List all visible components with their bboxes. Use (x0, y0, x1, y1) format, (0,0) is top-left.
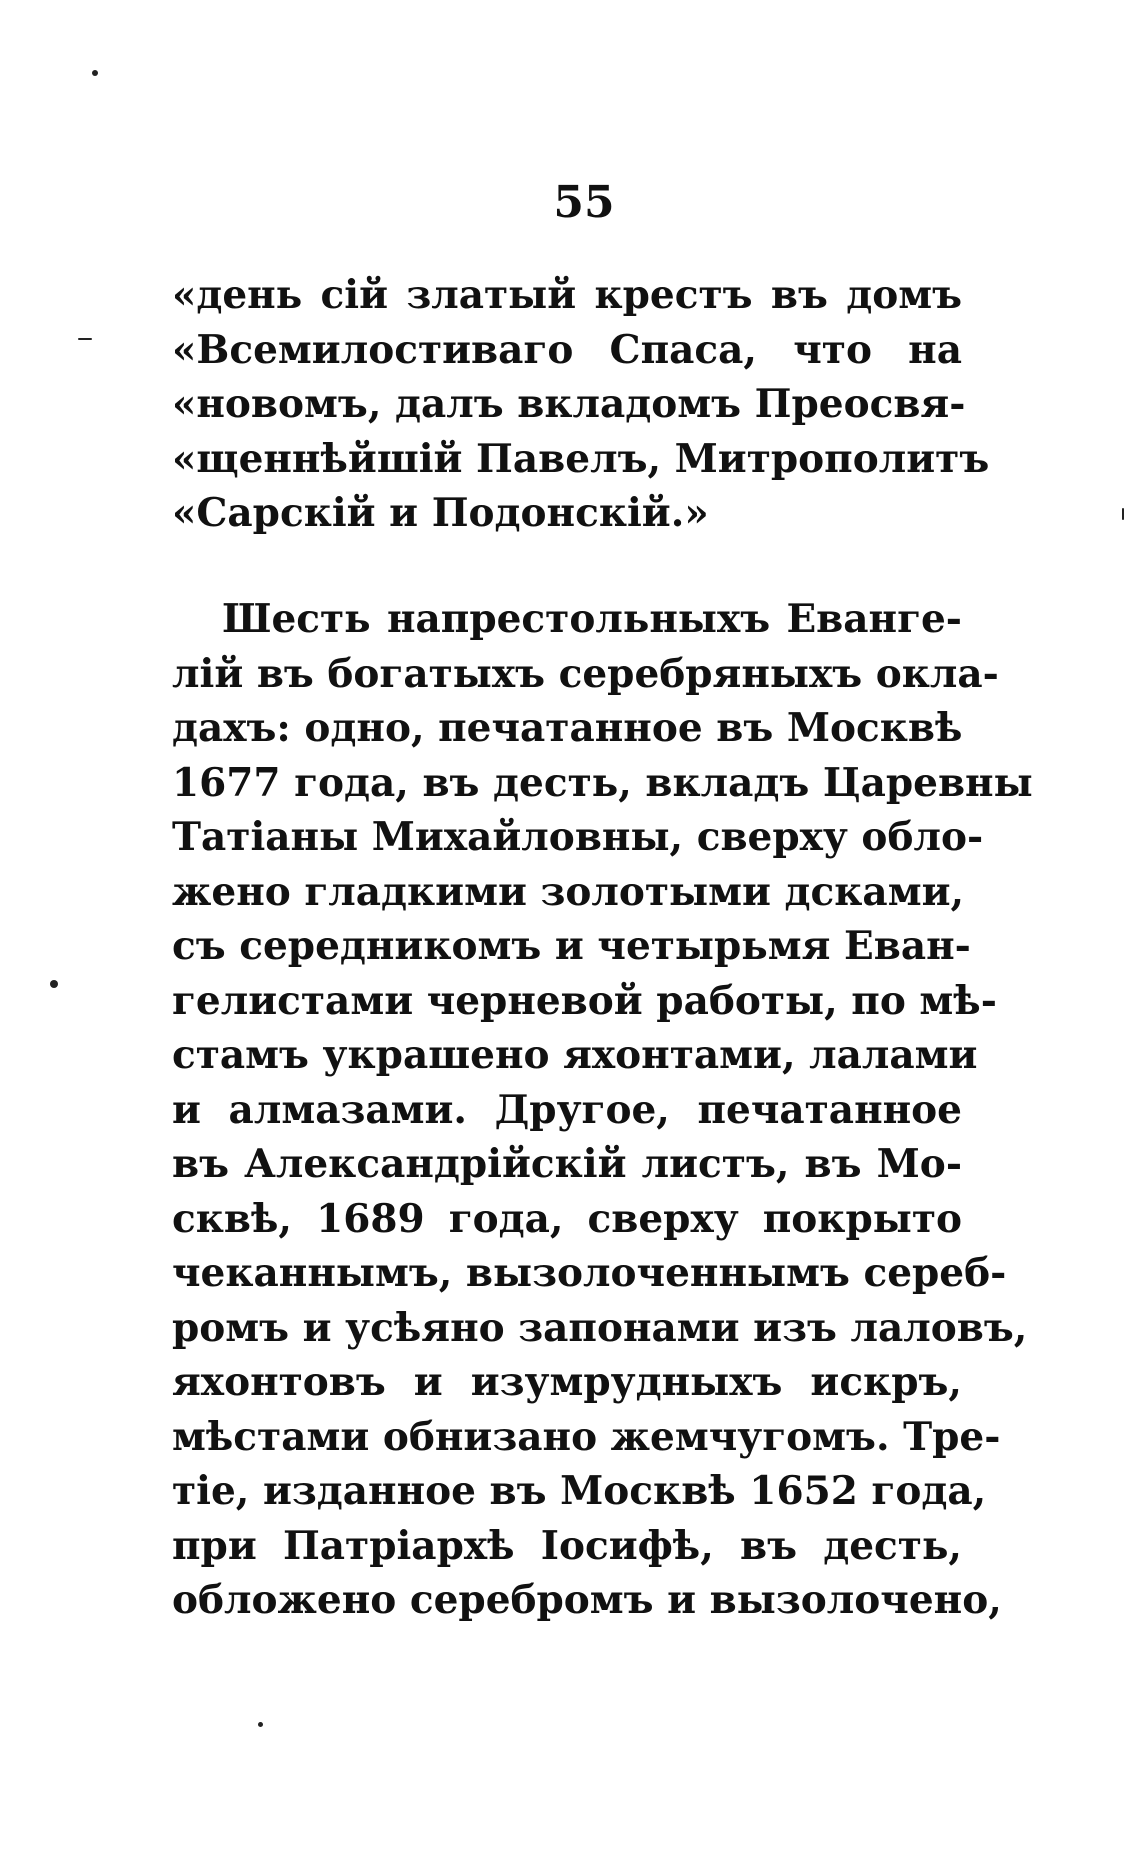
scan-speck (258, 1722, 263, 1727)
quote-block (172, 268, 990, 541)
paragraph-line: при Патріархѣ Іосифѣ, въ десть, (172, 1522, 962, 1569)
paragraph-line: Татіаны Михайловны, сверху обло- (172, 814, 984, 860)
paragraph-line: тіе, изданное въ Москвѣ 1652 года, (172, 1468, 987, 1514)
paragraph-line: дахъ: одно, печатанное въ Москвѣ (172, 705, 963, 751)
paragraph-line: гелистами черневой работы, по мѣ- (172, 977, 997, 1024)
paragraph-line: жено гладкими золотыми дсками, (172, 868, 965, 915)
quote-line: «день сій златый крестъ въ домъ (172, 272, 962, 318)
quote-line: «Всемилостиваго Спаса, что на (172, 326, 962, 373)
paragraph-line: лій въ богатыхъ серебряныхъ окла- (172, 650, 999, 697)
paragraph-line: съ середникомъ и четырьмя Еван- (172, 923, 971, 969)
paragraph-line: и алмазами. Другое, печатанное (172, 1086, 962, 1133)
paragraph-line: въ Александрійскій листъ, въ Мо- (172, 1141, 962, 1187)
page-number: 55 (553, 177, 615, 228)
scan-speck (1122, 508, 1124, 520)
paragraph-line: ромъ и усѣяно запонами изъ лаловъ, (172, 1304, 1028, 1351)
paragraph-line: 1677 года, въ десть, вкладъ Царевны (172, 759, 1033, 806)
paragraph-line: яхонтовъ и изумрудныхъ искръ, (172, 1359, 962, 1405)
paragraph-line: чеканнымъ, вызолоченнымъ сереб- (172, 1250, 1007, 1296)
quote-line: «Сарскій и Подонскій.» (172, 490, 709, 536)
quote-line: «новомъ, далъ вкладомъ Преосвя- (172, 381, 966, 427)
paragraph-line: сквѣ, 1689 года, сверху покрыто (172, 1195, 962, 1242)
quote-line: «щеннѣйшій Павелъ, Митрополитъ (172, 435, 990, 482)
scan-speck (50, 980, 58, 988)
paragraph-line: стамъ украшено яхонтами, лалами (172, 1032, 978, 1078)
paragraph-line: Шесть напрестольныхъ Еванге- (222, 596, 962, 642)
paragraph-line: мѣстами обнизано жемчугомъ. Тре- (172, 1413, 1001, 1460)
scan-speck (92, 70, 98, 76)
paragraph (172, 592, 1033, 1628)
scan-speck (78, 338, 92, 340)
paragraph-line: обложено серебромъ и вызолочено, (172, 1577, 1002, 1623)
